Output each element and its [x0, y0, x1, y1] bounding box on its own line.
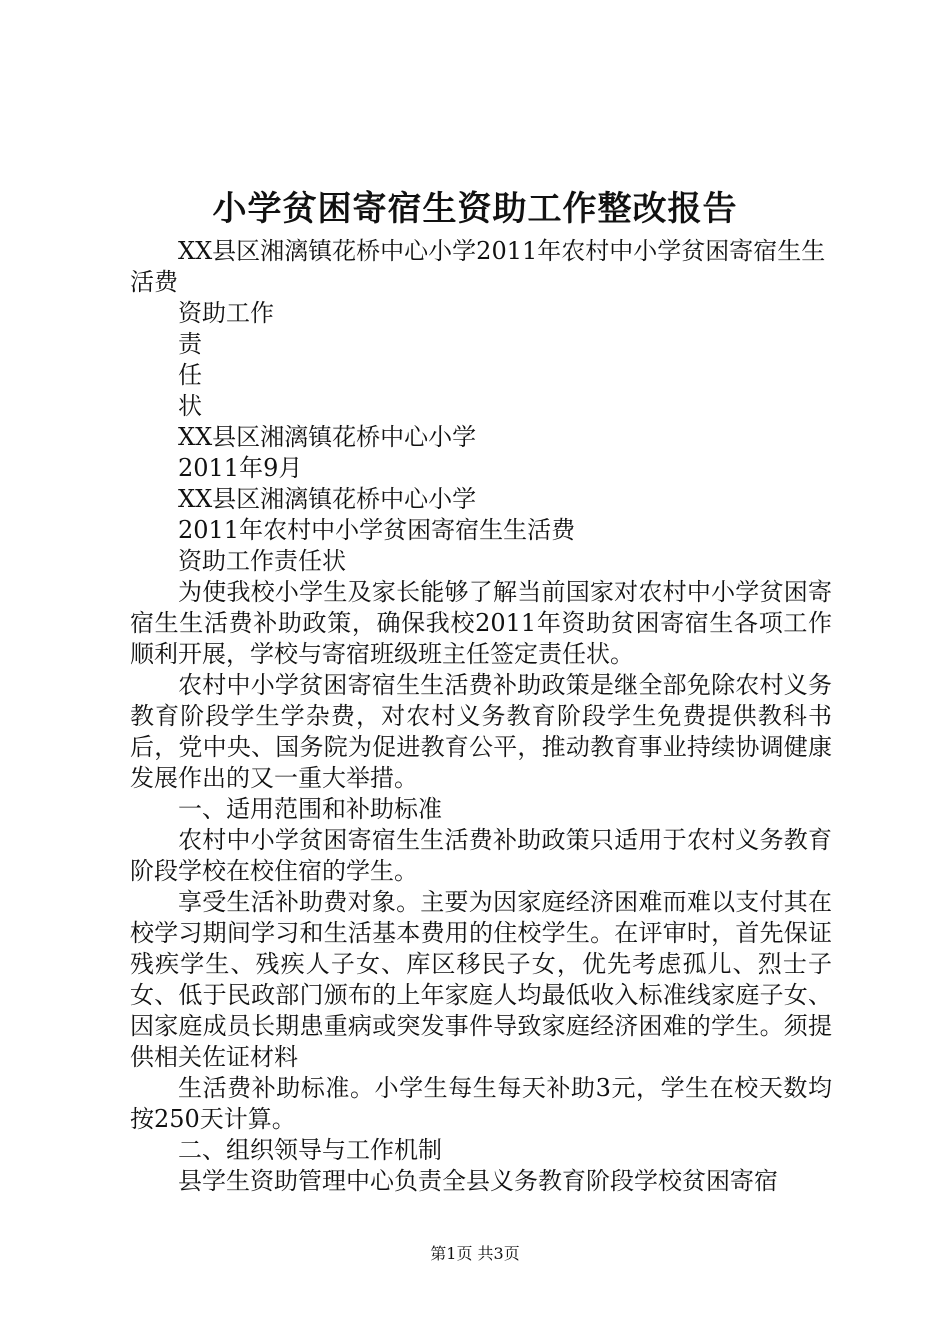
paragraph-subtitle: 资助工作责任状: [178, 547, 346, 575]
paragraph-short: 责: [178, 330, 202, 358]
paragraph-school-name: XX县区湘漓镇花桥中心小学: [178, 423, 477, 451]
paragraph-body: 生活费补助标准。小学生每生每天补助3元，学生在校天数均按250天计算。: [130, 1074, 832, 1133]
page-footer: 第1页 共3页: [430, 1244, 520, 1263]
paragraph-body: 农村中小学贫困寄宿生生活费补助政策只适用于农村义务教育阶段学校在校住宿的学生。: [130, 826, 832, 885]
paragraph-body: 县学生资助管理中心负责全县义务教育阶段学校贫困寄宿: [178, 1167, 778, 1195]
paragraph-body: 为使我校小学生及家长能够了解当前国家对农村中小学贫困寄宿生生活费补助政策，确保我校2011年资助贫困寄宿生各项工作顺利开展，学校与寄宿班级班主任签定责任状。: [130, 578, 832, 668]
document-title: 小学贫困寄宿生资助工作整改报告: [212, 189, 738, 229]
paragraph-header-line: XX县区湘漓镇花桥中心小学2011年农村中小学贫困寄宿生生活费: [130, 237, 826, 296]
paragraph-short: 状: [178, 392, 202, 420]
section-heading: 二、组织领导与工作机制: [178, 1136, 442, 1164]
paragraph-body: 享受生活补助费对象。主要为因家庭经济困难而难以支付其在校学习期间学习和生活基本费用的住校学生。在评审时，首先保证残疾学生、残疾人子女、库区移民子女，优先考虑孤儿、烈士子女、低于民政部门颁布的上年家庭人均最低收入标准线家庭子女、因家庭成员长期患重病或突发事件导致家庭经济困难的学生。须提供相关佐证材料: [130, 888, 832, 1071]
paragraph-date: 2011年9月: [178, 454, 303, 482]
paragraph-school-name: XX县区湘漓镇花桥中心小学: [178, 485, 477, 513]
paragraph-subtitle: 2011年农村中小学贫困寄宿生生活费: [178, 516, 576, 544]
paragraph-short: 资助工作: [178, 299, 274, 327]
section-heading: 一、适用范围和补助标准: [178, 795, 442, 823]
paragraph-body: 农村中小学贫困寄宿生生活费补助政策是继全部免除农村义务教育阶段学生学杂费，对农村义务教育阶段学生免费提供教科书后，党中央、国务院为促进教育公平，推动教育事业持续协调健康发展作出的又一重大举措。: [130, 671, 832, 792]
document-body: [130, 236, 832, 1197]
paragraph-short: 任: [178, 361, 202, 389]
